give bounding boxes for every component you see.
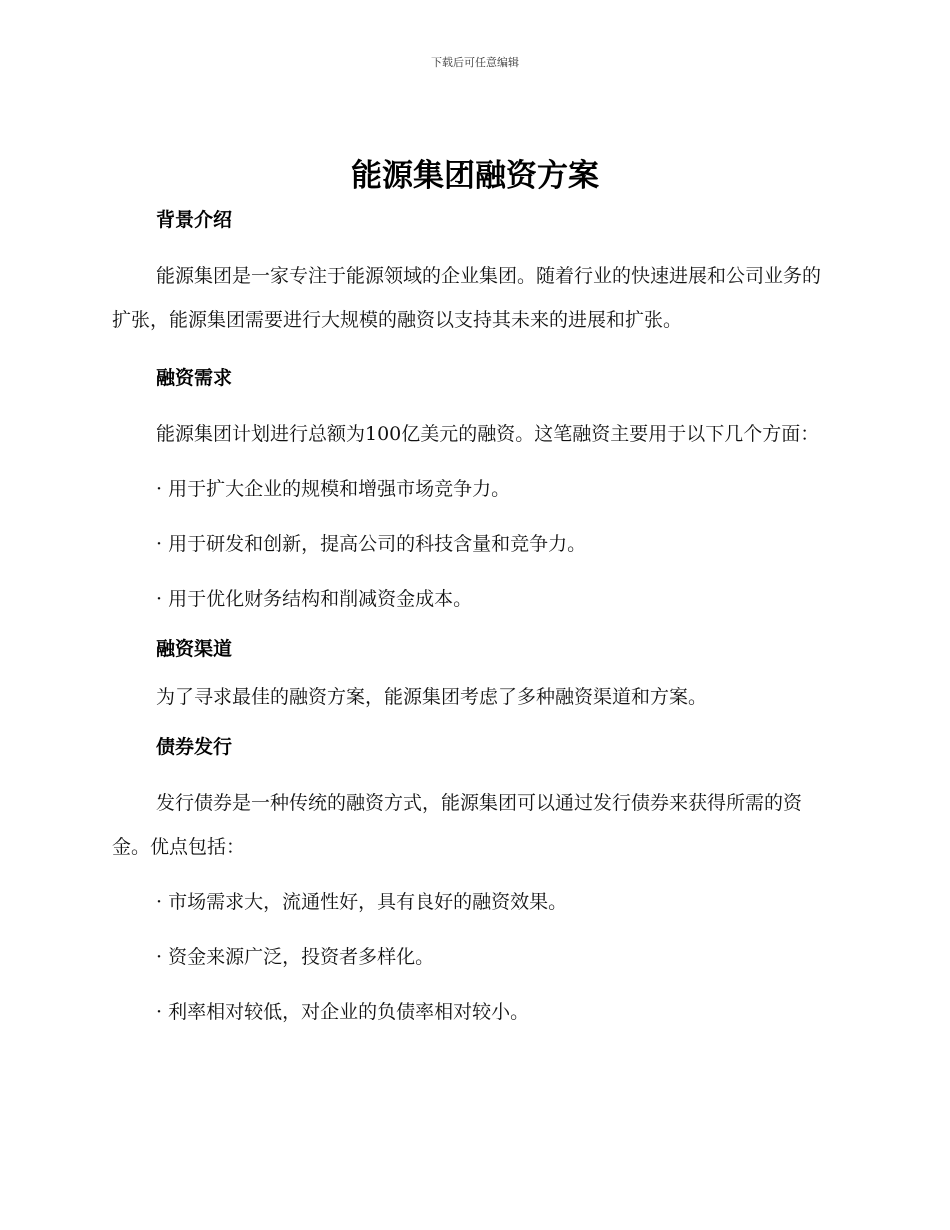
bullet-item: · 利率相对较低，对企业的负债率相对较小。 — [156, 1001, 530, 1023]
document-body — [112, 204, 836, 1034]
bullet-item: · 资金来源广泛，投资者多样化。 — [156, 946, 435, 968]
bullet-item: · 用于扩大企业的规模和增强市场竞争力。 — [156, 478, 511, 500]
heading-bond-issuance: 债券发行 — [156, 736, 233, 758]
bullet-item: · 用于研发和创新，提高公司的科技含量和竞争力。 — [156, 533, 587, 555]
paragraph-background: 能源集团是一家专注于能源领域的企业集团。随着行业的快速进展和公司业务的扩张，能源集团需要进行大规模的融资以支持其未来的进展和扩张。 — [112, 265, 822, 331]
paragraph-bond-issuance: 发行债券是一种传统的融资方式，能源集团可以通过发行债券来获得所需的资金。优点包括： — [112, 792, 803, 858]
paragraph-financing-needs: 能源集团计划进行总额为100亿美元的融资。这笔融资主要用于以下几个方面： — [156, 423, 820, 445]
bullet-item: · 用于优化财务结构和削减资金成本。 — [156, 588, 473, 610]
paragraph-financing-channels: 为了寻求最佳的融资方案，能源集团考虑了多种融资渠道和方案。 — [156, 686, 708, 708]
heading-background: 背景介绍 — [156, 209, 233, 231]
bullet-item: · 市场需求大，流通性好，具有良好的融资效果。 — [156, 891, 568, 913]
header-note: 下载后可任意编辑 — [431, 56, 519, 69]
document-title: 能源集团融资方案 — [351, 158, 599, 194]
heading-financing-needs: 融资需求 — [156, 367, 233, 389]
heading-financing-channels: 融资渠道 — [156, 638, 233, 660]
